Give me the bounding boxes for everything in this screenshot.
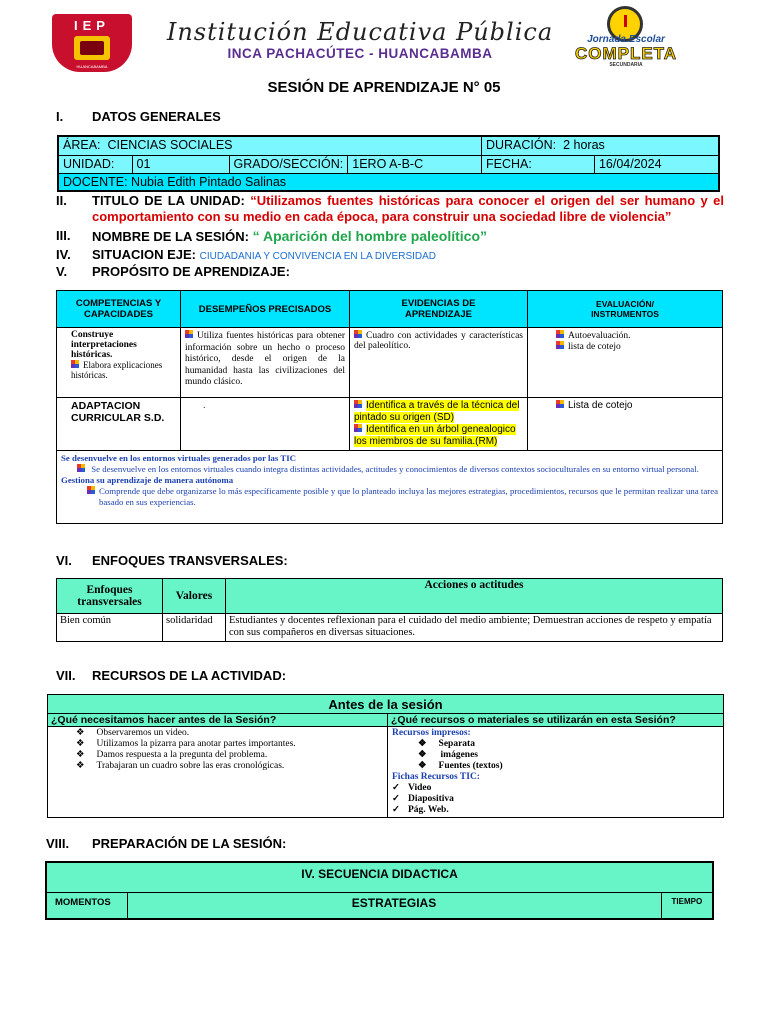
evaluacion-2: lista de cotejo bbox=[568, 342, 621, 352]
checkmark-icon: ✓ bbox=[392, 783, 400, 793]
checkmark-icon: ✓ bbox=[392, 794, 400, 804]
proposito-table bbox=[56, 290, 723, 524]
unidad-label: UNIDAD: bbox=[58, 155, 132, 173]
recursos-item-3: Damos respuesta a la pregunta del problema. bbox=[96, 750, 268, 760]
institution-subtitle: INCA PACHACÚTEC - HUANCABAMBA bbox=[227, 46, 493, 61]
tic-label: Fichas Recursos TIC: bbox=[392, 772, 480, 782]
page-title: SESIÓN DE APRENDIZAJE N° 05 bbox=[267, 79, 501, 96]
capacidad: Elabora explicaciones históricas. bbox=[71, 360, 163, 380]
duracion-value: 2 horas bbox=[563, 138, 605, 152]
bullet-icon bbox=[185, 330, 194, 339]
impreso-1: Separata bbox=[438, 739, 475, 749]
adaptacion: ADAPTACION CURRICULAR S.D. bbox=[57, 398, 181, 451]
area-value: CIENCIAS SOCIALES bbox=[107, 138, 233, 152]
bullet-icon bbox=[556, 341, 565, 350]
institution-name: Institución Educativa Pública bbox=[166, 18, 554, 46]
unidad-value: 01 bbox=[132, 155, 229, 173]
school-logo bbox=[52, 14, 132, 72]
impresos-label: Recursos impresos: bbox=[392, 728, 471, 738]
bullet-icon bbox=[354, 330, 363, 339]
section-label: SITUACION EJE: bbox=[92, 247, 197, 262]
valor-value: solidaridad bbox=[163, 614, 226, 642]
section-number: IV. bbox=[56, 247, 71, 262]
section-number: VII. bbox=[56, 668, 76, 683]
adaptacion-desempeno: . bbox=[181, 398, 350, 451]
section-label: RECURSOS DE LA ACTIVIDAD: bbox=[92, 668, 287, 683]
secuencia-table bbox=[45, 861, 714, 920]
momentos-header: MOMENTOS bbox=[46, 892, 127, 919]
checkmark-icon: ✓ bbox=[392, 805, 400, 815]
diamond-icon: ❖ bbox=[418, 739, 427, 749]
section-label: PREPARACIÓN DE LA SESIÓN: bbox=[92, 836, 287, 851]
grado-label: GRADO/SECCIÓN: bbox=[229, 155, 348, 173]
unidad-title: “Utilizamos fuentes históricas para conocer el origen del ser humano y el comportamiento con su medio en cada época, para construir una sociedad libre de violencia” bbox=[92, 193, 724, 224]
section-label: NOMBRE DE LA SESIÓN: bbox=[92, 229, 249, 244]
fecha-value: 16/04/2024 bbox=[594, 155, 719, 173]
evaluacion-1: Autoevaluación. bbox=[568, 331, 631, 341]
section-number: I. bbox=[56, 109, 64, 124]
section-number: VI. bbox=[56, 553, 72, 568]
diamond-icon: ❖ bbox=[418, 761, 427, 771]
desempeno: Utiliza fuentes históricas para obtener información sobre un hecho o proceso histórico, desde el origen de la humanidad hasta las civilizaciones del mundo clásico. bbox=[185, 331, 345, 387]
evidencia: Cuadro con actividades y características del paleolítico. bbox=[354, 331, 523, 351]
section-number: III. bbox=[56, 228, 71, 243]
recursos-item-2: Utilizamos la pizarra para anotar partes importantes. bbox=[96, 739, 296, 749]
bullet-icon bbox=[354, 424, 363, 433]
logo-text: IEP bbox=[74, 18, 110, 33]
section-number: II. bbox=[56, 193, 67, 208]
tiempo-header: TIEMPO bbox=[661, 892, 713, 919]
acciones-value: Estudiantes y docentes reflexionan para el cuidado del medio ambiente; Demuestran acciones de respeto y empatía con sus compañeros en diversas situaciones. bbox=[226, 614, 723, 642]
enfoque-value: Bien común bbox=[57, 614, 163, 642]
section-label: TITULO DE LA UNIDAD: bbox=[92, 193, 245, 208]
tic-2: Diapositiva bbox=[407, 794, 454, 804]
bullet-icon bbox=[71, 360, 80, 369]
transversal-2-title: Gestiona su aprendizaje de manera autónoma bbox=[61, 475, 234, 485]
header-desempenos: DESEMPEÑOS PRECISADOS bbox=[181, 291, 350, 328]
header-competencias: COMPETENCIAS Y CAPACIDADES bbox=[57, 291, 181, 328]
adaptacion-evidencia-2: Identifica en un árbol genealogico los miembros de su familia.(RM) bbox=[354, 424, 516, 447]
section-number: VIII. bbox=[46, 836, 70, 851]
completa-text: COMPLETA bbox=[574, 44, 678, 63]
recursos-item-4: Trabajaran un cuadro sobre las eras cronológicas. bbox=[96, 761, 285, 771]
diamond-icon: ❖ bbox=[76, 739, 85, 749]
area-label: ÁREA: bbox=[63, 138, 101, 152]
impreso-3: Fuentes (textos) bbox=[438, 761, 503, 771]
crest-icon bbox=[74, 36, 110, 60]
tic-1: Video bbox=[407, 783, 432, 793]
bullet-icon bbox=[556, 330, 565, 339]
secuencia-title: IV. SECUENCIA DIDACTICA bbox=[46, 862, 713, 892]
grado-value: 1ERO A-B-C bbox=[348, 155, 482, 173]
docente: DOCENTE: Nubia Edith Pintado Salinas bbox=[58, 173, 719, 191]
section-label: PROPÓSITO DE APRENDIZAJE: bbox=[92, 264, 290, 279]
tic-3: Pág. Web. bbox=[407, 805, 449, 815]
diamond-icon: ❖ bbox=[418, 750, 427, 760]
logo-subtext: HUANCABAMBA bbox=[76, 64, 108, 69]
header-evaluacion: EVALUACIÓN/ INSTRUMENTOS bbox=[528, 291, 723, 328]
competencia: Construye interpretaciones históricas. bbox=[71, 330, 137, 360]
session-name: “ Aparición del hombre paleolítico” bbox=[252, 228, 488, 244]
section-label: DATOS GENERALES bbox=[92, 109, 221, 124]
adaptacion-evidencia-1: Identifica a través de la técnica del pintado su origen (SD) bbox=[354, 400, 520, 423]
header-acciones: Acciones o actitudes bbox=[226, 579, 723, 614]
bullet-icon bbox=[87, 486, 96, 495]
transversal-1-title: Se desenvuelve en los entornos virtuales generados por las TIC bbox=[61, 453, 296, 463]
section-number: V. bbox=[56, 264, 68, 279]
section-label: ENFOQUES TRANSVERSALES: bbox=[92, 553, 288, 568]
recursos-item-1: Observaremos un video. bbox=[96, 728, 190, 738]
secundaria-text: SECUNDARIA bbox=[609, 62, 643, 68]
diamond-icon: ❖ bbox=[76, 750, 85, 760]
estrategias-header: ESTRATEGIAS bbox=[127, 892, 661, 919]
situacion-eje: CIUDADANIA Y CONVIVENCIA EN LA DIVERSIDAD bbox=[199, 251, 437, 262]
diamond-icon: ❖ bbox=[76, 728, 85, 738]
transversal-1-text: Se desenvuelve en los entornos virtuales cuando integra distintas actividades, actitudes y conocimientos de diversos contextos socioculturales en su entorno virtual personal. bbox=[91, 464, 699, 474]
header-evidencias: EVIDENCIAS DE APRENDIZAJE bbox=[350, 291, 528, 328]
jornada-text: Jornada Escolar bbox=[587, 34, 665, 45]
jornada-logo bbox=[565, 6, 687, 66]
enfoques-table bbox=[56, 578, 723, 642]
datos-generales-table bbox=[57, 135, 720, 192]
impreso-2: imágenes bbox=[440, 750, 478, 760]
recursos-col1-header: ¿Qué necesitamos hacer antes de la Sesión? bbox=[48, 714, 388, 727]
bullet-icon bbox=[354, 400, 363, 409]
recursos-col2-header: ¿Qué recursos o materiales se utilizarán en esta Sesión? bbox=[388, 714, 724, 727]
adaptacion-eval: Lista de cotejo bbox=[568, 400, 633, 411]
bullet-icon bbox=[556, 400, 565, 409]
recursos-table bbox=[47, 694, 724, 818]
duracion-label: DURACIÓN: bbox=[485, 138, 557, 152]
header-valores: Valores bbox=[163, 579, 226, 614]
recursos-title: Antes de la sesión bbox=[48, 695, 724, 714]
fecha-label: FECHA: bbox=[481, 155, 594, 173]
bullet-icon bbox=[77, 464, 86, 473]
transversal-2-text: Comprende que debe organizarse lo más específicamente posible y que lo planteado incluya las mejores estrategias, procedimientos, recursos que le permitan realizar una tarea basado en sus experiencias. bbox=[99, 486, 718, 507]
diamond-icon: ❖ bbox=[76, 761, 85, 771]
header-enfoques: Enfoques transversales bbox=[57, 579, 163, 614]
